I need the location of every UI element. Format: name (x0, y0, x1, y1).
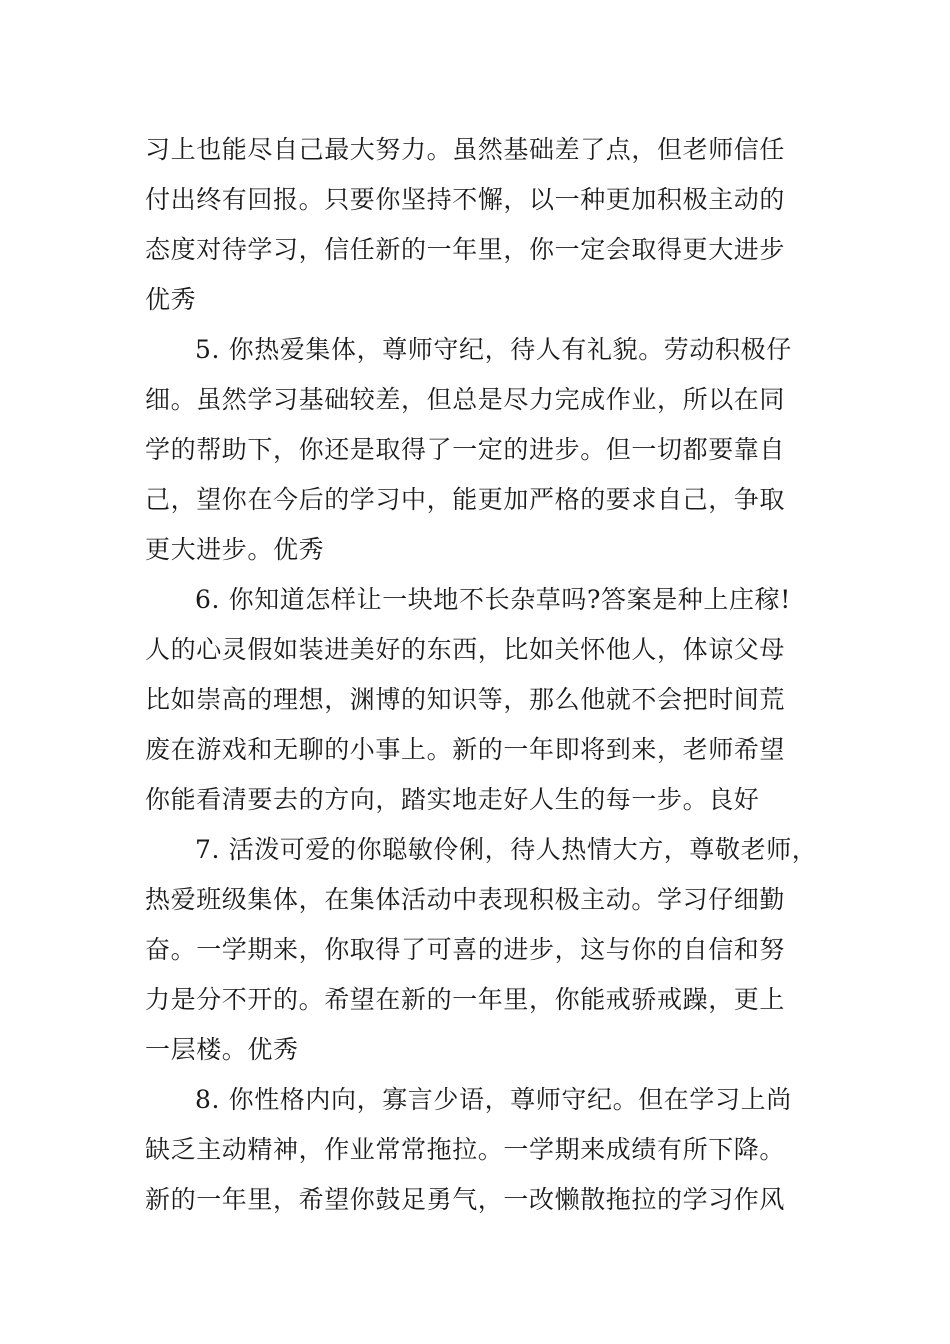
text-line: 奋。一学期来，你取得了可喜的进步，这与你的自信和努 (145, 935, 786, 964)
text-line: 细。虽然学习基础较差，但总是尽力完成作业，所以在同 (145, 385, 786, 414)
item-5-first-line: 5. 你热爱集体，尊师守纪，待人有礼貌。劳动积极仔 (195, 335, 792, 364)
text-line: 力是分不开的。希望在新的一年里，你能戒骄戒躁，更上 (145, 985, 786, 1014)
text-line: 废在游戏和无聊的小事上。新的一年即将到来，老师希望 (145, 735, 786, 764)
text-line: 新的一年里，希望你鼓足勇气，一改懒散拖拉的学习作风 (145, 1185, 786, 1214)
text-line: 付出终有回报。只要你坚持不懈，以一种更加积极主动的 (145, 185, 786, 214)
item-7-first-line: 7. 活泼可爱的你聪敏伶俐，待人热情大方，尊敬老师， (195, 835, 818, 864)
text-line: 优秀 (145, 285, 197, 314)
text-line: 人的心灵假如装进美好的东西，比如关怀他人，体谅父母 (145, 635, 786, 664)
text-line: 学的帮助下，你还是取得了一定的进步。但一切都要靠自 (145, 435, 786, 464)
text-line: 你能看清要去的方向，踏实地走好人生的每一步。良好 (145, 785, 760, 814)
item-8-first-line: 8. 你性格内向，寡言少语，尊师守纪。但在学习上尚 (195, 1085, 792, 1114)
text-line: 热爱班级集体，在集体活动中表现积极主动。学习仔细勤 (145, 885, 786, 914)
text-line: 一层楼。优秀 (145, 1035, 299, 1064)
text-line: 己，望你在今后的学习中，能更加严格的要求自己，争取 (145, 485, 786, 514)
item-6-first-line: 6. 你知道怎样让一块地不长杂草吗?答案是种上庄稼! (195, 585, 791, 614)
text-line: 缺乏主动精神，作业常常拖拉。一学期来成绩有所下降。 (145, 1135, 786, 1164)
text-line: 更大进步。优秀 (145, 535, 325, 564)
text-line: 比如崇高的理想，渊博的知识等，那么他就不会把时间荒 (145, 685, 786, 714)
text-line: 习上也能尽自己最大努力。虽然基础差了点，但老师信任 (145, 135, 786, 164)
text-line: 态度对待学习，信任新的一年里，你一定会取得更大进步 (145, 235, 786, 264)
